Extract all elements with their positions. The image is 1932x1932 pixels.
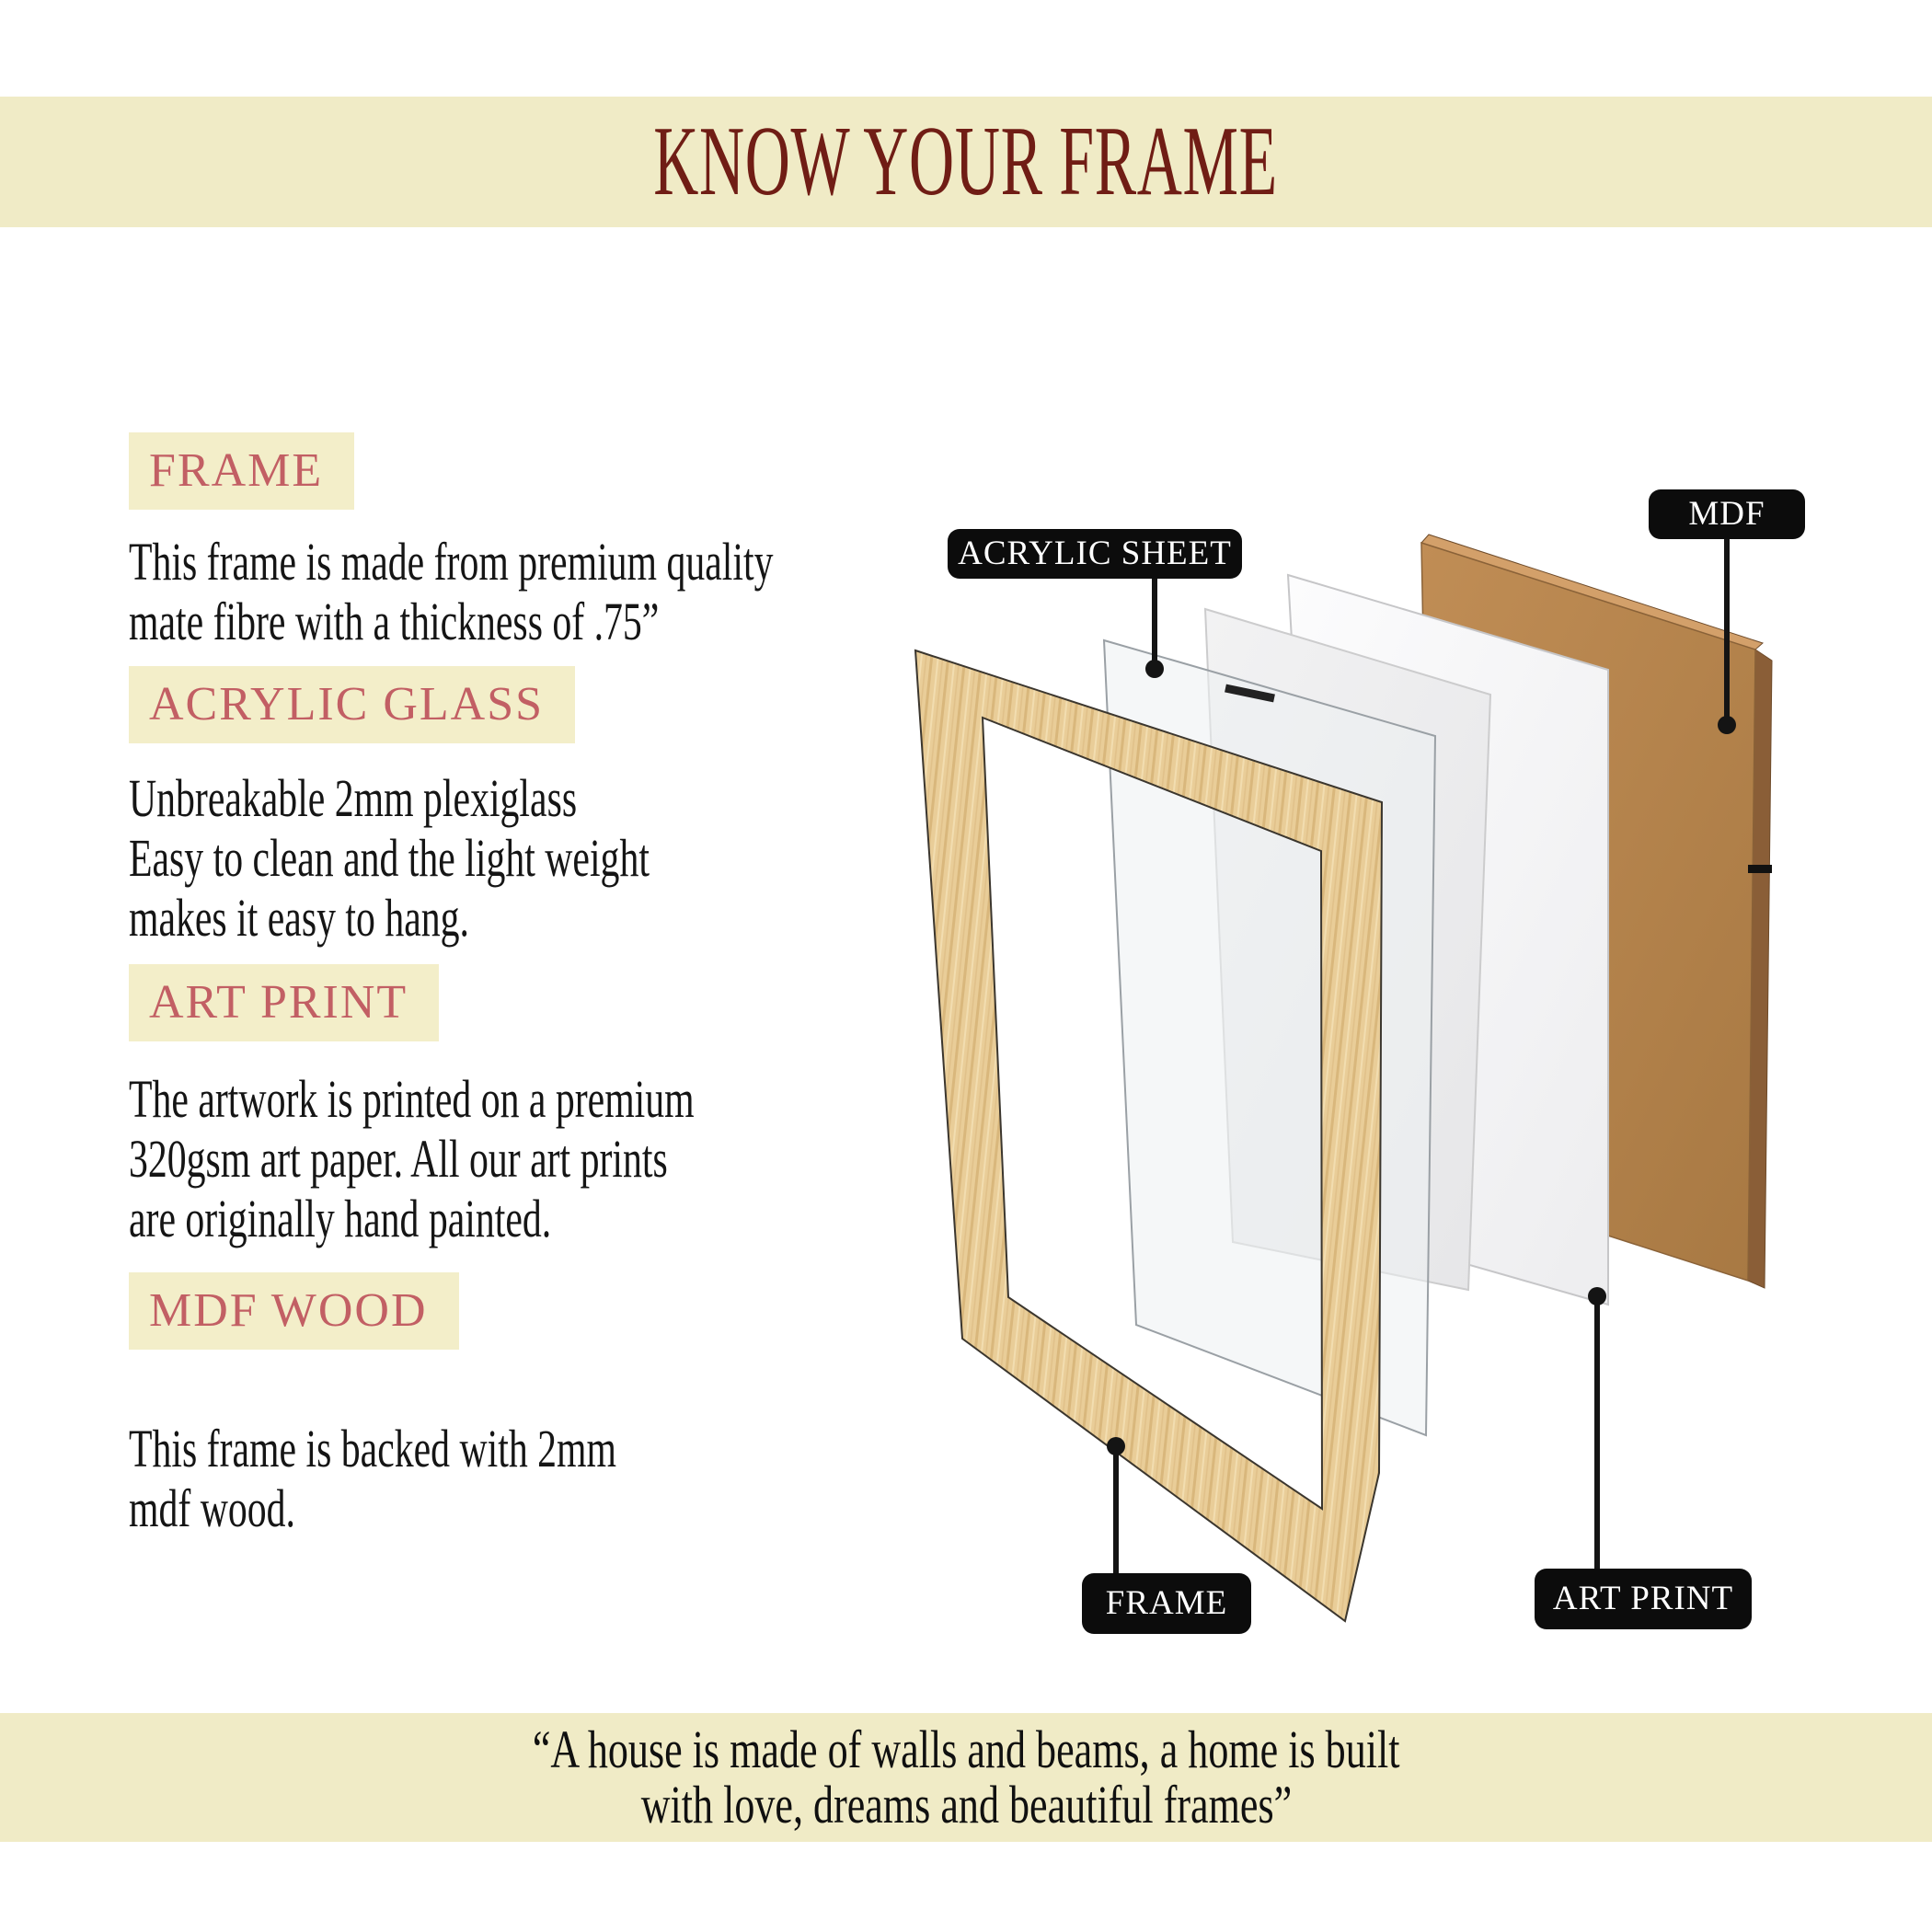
label-acrylic-sheet xyxy=(948,529,1242,579)
section-body-art-print xyxy=(129,1069,924,1248)
section-body-frame xyxy=(129,532,924,651)
body-line: This frame is made from premium quality xyxy=(129,532,774,592)
label-frame-text: FRAME xyxy=(1105,1584,1228,1622)
quote-line: “A house is made of walls and beams, a home is built xyxy=(532,1719,1400,1779)
body-line: The artwork is printed on a premium xyxy=(129,1069,695,1129)
frame-leader-dot xyxy=(1107,1437,1125,1455)
body-line: 320gsm art paper. All our art prints xyxy=(129,1129,668,1189)
frame-layers-diagram xyxy=(902,442,1822,1665)
body-line: mdf wood. xyxy=(129,1478,295,1538)
body-line: Easy to clean and the light weight xyxy=(129,828,650,888)
section-heading-art-print: ART PRINT xyxy=(129,964,439,1041)
section-body-mdf-wood xyxy=(129,1419,924,1538)
body-line: Unbreakable 2mm plexiglass xyxy=(129,768,578,828)
section-heading-frame: FRAME xyxy=(129,432,354,510)
body-line: This frame is backed with 2mm xyxy=(129,1419,616,1478)
quote-line: with love, dreams and beautiful frames” xyxy=(640,1775,1292,1834)
label-art-print xyxy=(1535,1569,1752,1629)
label-acrylic-sheet-text: ACRYLIC SHEET xyxy=(958,535,1232,572)
label-art-print-text: ART PRINT xyxy=(1552,1580,1734,1617)
section-heading-mdf-wood: MDF WOOD xyxy=(129,1272,459,1350)
top-banner xyxy=(0,97,1932,227)
page-title: KNOW YOUR FRAME xyxy=(653,107,1279,216)
label-mdf-text: MDF xyxy=(1688,495,1765,533)
section-heading-acrylic-glass: ACRYLIC GLASS xyxy=(129,666,575,743)
section-body-acrylic-glass xyxy=(129,768,924,948)
label-mdf xyxy=(1649,489,1805,539)
acrylic-leader-dot xyxy=(1145,660,1164,678)
quote-banner xyxy=(0,1713,1932,1842)
mdf-leader-dot xyxy=(1718,716,1736,734)
art-print-leader-dot xyxy=(1588,1287,1606,1305)
body-line: makes it easy to hang. xyxy=(129,888,469,948)
mdf-edge-mark xyxy=(1748,865,1772,873)
body-line: are originally hand painted. xyxy=(129,1189,552,1248)
body-line: mate fibre with a thickness of .75” xyxy=(129,592,660,651)
label-frame xyxy=(1082,1573,1251,1634)
